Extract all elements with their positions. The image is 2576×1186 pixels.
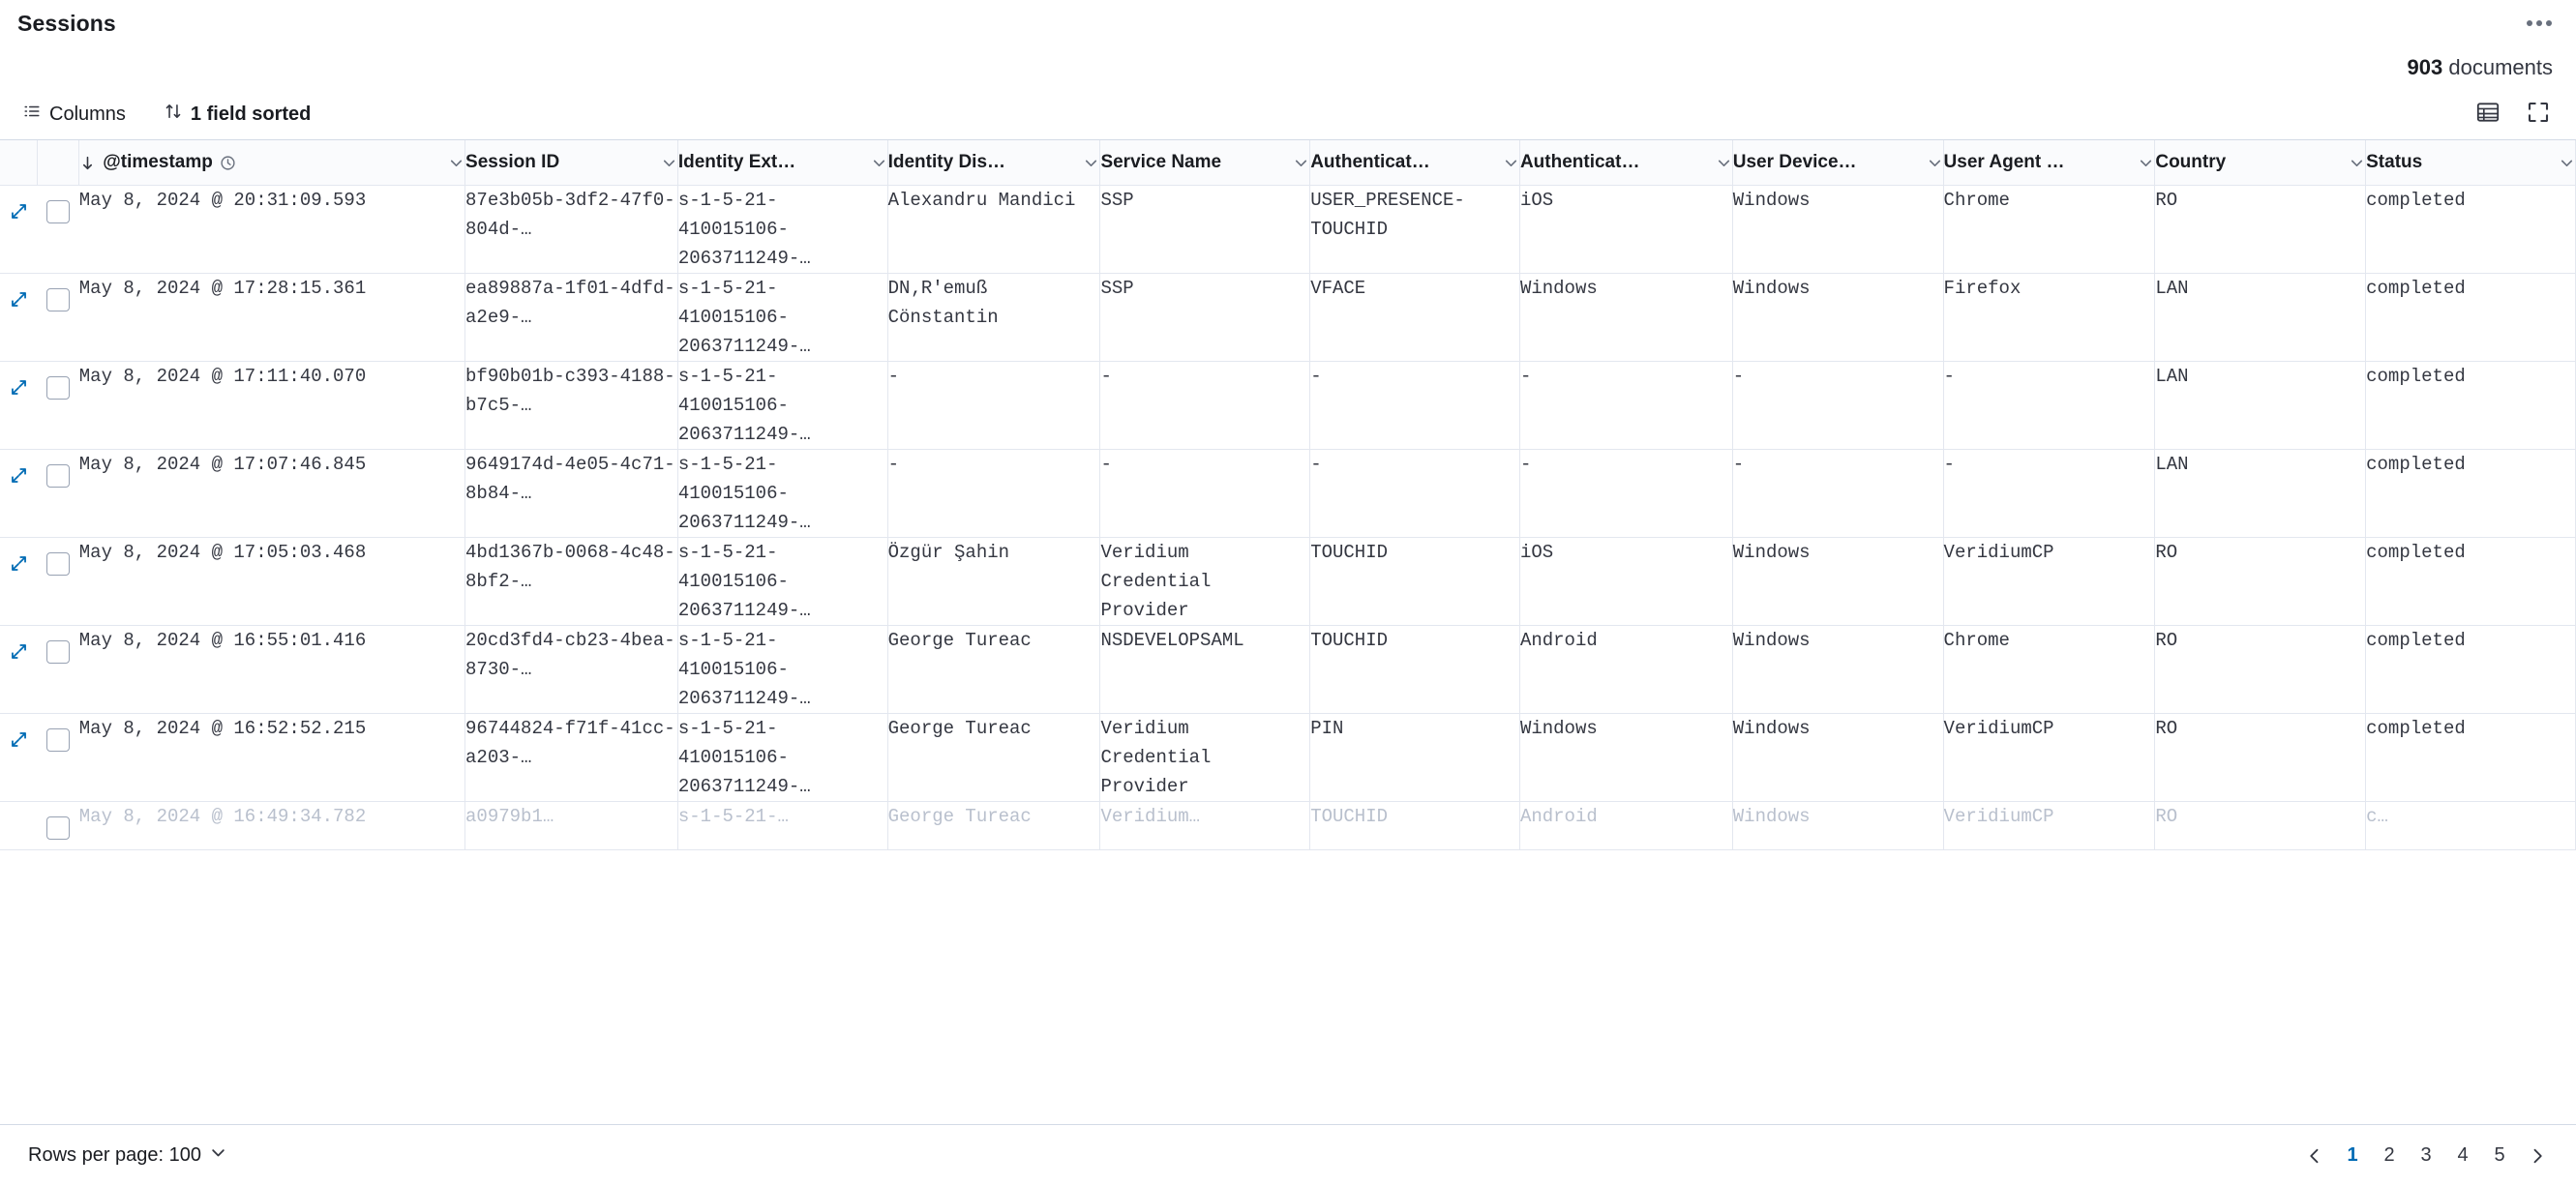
cell-user-agent: Chrome [1943, 186, 2155, 274]
cell-service-name: Veridium Credential Provider [1100, 538, 1310, 626]
cell-session-id: 20cd3fd4-cb23-4bea-8730-… [465, 626, 678, 714]
rows-per-page-label: Rows per page: 100 [28, 1144, 202, 1166]
chevron-left-icon [2305, 1146, 2324, 1166]
expand-row-cell[interactable] [0, 714, 38, 802]
table-density-icon [2476, 101, 2500, 129]
column-header-authentication-device[interactable] [1519, 140, 1732, 186]
cell-service-name: SSP [1100, 274, 1310, 362]
toolbar-right-actions [2471, 98, 2555, 131]
chevron-down-icon[interactable] [1716, 155, 1732, 171]
expand-row-icon[interactable] [6, 286, 31, 311]
cell-status: completed [2366, 274, 2576, 362]
expand-row-icon[interactable] [6, 374, 31, 400]
cell-identity-external-id: s-1-5-21-410015106-2063711249-… [677, 186, 887, 274]
cell-user-agent: Firefox [1943, 274, 2155, 362]
chevron-down-icon[interactable] [448, 155, 464, 171]
cell-status: c… [2366, 802, 2576, 850]
expand-row-icon[interactable] [6, 726, 31, 752]
cell-timestamp: May 8, 2024 @ 17:07:46.845 [79, 450, 465, 538]
select-row-cell[interactable] [38, 626, 79, 714]
grid-toolbar [0, 89, 2576, 139]
cell-country: LAN [2155, 274, 2366, 362]
column-header-service-name[interactable] [1100, 140, 1310, 186]
chevron-down-icon[interactable] [2138, 155, 2154, 171]
row-checkbox[interactable] [46, 200, 70, 223]
chevron-down-icon [209, 1143, 227, 1168]
cell-user-device: Windows [1732, 186, 1943, 274]
cell-identity-external-id: s-1-5-21-410015106-2063711249-… [677, 450, 887, 538]
cell-service-name: - [1100, 362, 1310, 450]
row-checkbox[interactable] [46, 728, 70, 752]
column-header-label: Country [2155, 152, 2227, 172]
cell-authentication-device: iOS [1519, 538, 1732, 626]
cell-timestamp: May 8, 2024 @ 16:55:01.416 [79, 626, 465, 714]
cell-status: completed [2366, 626, 2576, 714]
select-row-cell[interactable] [38, 274, 79, 362]
select-row-cell[interactable] [38, 802, 79, 850]
row-checkbox[interactable] [46, 288, 70, 311]
cell-authentication-method: USER_PRESENCE-TOUCHID [1310, 186, 1520, 274]
cell-user-agent: Chrome [1943, 626, 2155, 714]
sort-button[interactable] [159, 99, 316, 130]
cell-country: RO [2155, 626, 2366, 714]
cell-identity-external-id: s-1-5-21-410015106-2063711249-… [677, 274, 887, 362]
cell-country: RO [2155, 714, 2366, 802]
table-row[interactable] [0, 714, 2576, 802]
header-expand-cell [0, 140, 38, 186]
cell-identity-display-name: - [887, 450, 1100, 538]
chevron-down-icon[interactable] [1293, 155, 1309, 171]
page-button-5[interactable]: 5 [2494, 1144, 2505, 1166]
chevron-down-icon[interactable] [2349, 155, 2365, 171]
cell-session-id: a0979b1… [465, 802, 678, 850]
cell-user-agent: VeridiumCP [1943, 538, 2155, 626]
cell-user-device: Windows [1732, 714, 1943, 802]
cell-session-id: ea89887a-1f01-4dfd-a2e9-… [465, 274, 678, 362]
panel-header [0, 0, 2576, 46]
cell-identity-display-name: DN‚R'emuß Cönstantin [887, 274, 1100, 362]
expand-row-cell[interactable] [0, 362, 38, 450]
chevron-down-icon[interactable] [1083, 155, 1099, 171]
column-header-label: Identity Dis… [887, 152, 1006, 172]
cell-authentication-device: Android [1519, 626, 1732, 714]
cell-identity-display-name: George Tureac [887, 714, 1100, 802]
chevron-down-icon[interactable] [661, 155, 677, 171]
column-header-label: User Agent … [1943, 152, 2065, 172]
cell-user-agent: - [1943, 362, 2155, 450]
cell-timestamp: May 8, 2024 @ 16:52:52.215 [79, 714, 465, 802]
document-count-label: documents [2442, 55, 2553, 79]
sort-label: 1 field sorted [190, 103, 312, 125]
cell-session-id: 4bd1367b-0068-4c48-8bf2-… [465, 538, 678, 626]
cell-country: LAN [2155, 450, 2366, 538]
table-row[interactable] [0, 186, 2576, 274]
column-header-label: Status [2366, 152, 2423, 172]
chevron-down-icon[interactable] [1503, 155, 1519, 171]
cell-authentication-device: - [1519, 362, 1732, 450]
grid-footer [0, 1124, 2576, 1186]
page-title: Sessions [17, 10, 116, 36]
table-row[interactable] [0, 274, 2576, 362]
column-header-user-agent[interactable] [1943, 140, 2155, 186]
cell-user-device: Windows [1732, 626, 1943, 714]
column-header-country[interactable] [2155, 140, 2366, 186]
select-row-cell[interactable] [38, 714, 79, 802]
expand-row-icon[interactable] [6, 550, 31, 576]
column-header-label: Session ID [465, 152, 560, 172]
document-count [2408, 55, 2553, 80]
cell-identity-external-id: s-1-5-21-… [677, 802, 887, 850]
column-header-label: Service Name [1100, 152, 1222, 172]
cell-service-name: NSDEVELOPSAML [1100, 626, 1310, 714]
expand-row-cell[interactable] [0, 802, 38, 850]
cell-identity-external-id: s-1-5-21-410015106-2063711249-… [677, 538, 887, 626]
chevron-down-icon[interactable] [2559, 155, 2575, 171]
cell-authentication-device: Android [1519, 802, 1732, 850]
cell-authentication-method: VFACE [1310, 274, 1520, 362]
row-checkbox[interactable] [46, 640, 70, 664]
sessions-table [0, 140, 2576, 850]
cell-country: RO [2155, 538, 2366, 626]
row-checkbox[interactable] [46, 376, 70, 400]
cell-status: completed [2366, 450, 2576, 538]
select-row-cell[interactable] [38, 450, 79, 538]
cell-country: LAN [2155, 362, 2366, 450]
chevron-down-icon[interactable] [1927, 155, 1943, 171]
cell-timestamp: May 8, 2024 @ 20:31:09.593 [79, 186, 465, 274]
clock-icon [220, 155, 236, 171]
column-header-authentication-method[interactable] [1310, 140, 1520, 186]
cell-service-name: - [1100, 450, 1310, 538]
cell-authentication-device: - [1519, 450, 1732, 538]
expand-row-cell[interactable] [0, 538, 38, 626]
cell-country: RO [2155, 802, 2366, 850]
sort-ascending-icon [79, 155, 96, 171]
cell-service-name: Veridium Credential Provider [1100, 714, 1310, 802]
row-checkbox[interactable] [46, 816, 70, 840]
cell-user-agent: VeridiumCP [1943, 802, 2155, 850]
cell-user-device: Windows [1732, 538, 1943, 626]
previous-page-button[interactable] [2297, 1140, 2332, 1172]
table-row[interactable] [0, 538, 2576, 626]
cell-identity-display-name: George Tureac [887, 626, 1100, 714]
cell-identity-display-name: Özgür Şahin [887, 538, 1100, 626]
expand-row-cell[interactable] [0, 274, 38, 362]
cell-service-name: Veridium… [1100, 802, 1310, 850]
table-row[interactable] [0, 802, 2576, 850]
cell-identity-display-name: - [887, 362, 1100, 450]
table-row[interactable] [0, 362, 2576, 450]
cell-session-id: 87e3b05b-3df2-47f0-804d-… [465, 186, 678, 274]
list-icon [23, 103, 41, 126]
columns-button[interactable] [17, 99, 132, 130]
page-button-3[interactable]: 3 [2420, 1144, 2432, 1166]
row-checkbox[interactable] [46, 464, 70, 488]
cell-authentication-device: iOS [1519, 186, 1732, 274]
columns-label: Columns [49, 103, 126, 125]
column-header-label: @timestamp [103, 152, 213, 172]
cell-authentication-method: TOUCHID [1310, 538, 1520, 626]
cell-timestamp: May 8, 2024 @ 17:11:40.070 [79, 362, 465, 450]
header-select-cell [38, 140, 79, 186]
cell-timestamp: May 8, 2024 @ 16:49:34.782 [79, 802, 465, 850]
chevron-right-icon [2528, 1146, 2547, 1166]
cell-user-device: Windows [1732, 802, 1943, 850]
cell-user-agent: VeridiumCP [1943, 714, 2155, 802]
cell-timestamp: May 8, 2024 @ 17:05:03.468 [79, 538, 465, 626]
select-row-cell[interactable] [38, 538, 79, 626]
cell-session-id: bf90b01b-c393-4188-b7c5-… [465, 362, 678, 450]
column-header-label: Authenticat… [1519, 152, 1640, 172]
expand-row-cell[interactable] [0, 626, 38, 714]
column-header-status[interactable] [2366, 140, 2576, 186]
density-button[interactable] [2471, 98, 2504, 131]
cell-timestamp: May 8, 2024 @ 17:28:15.361 [79, 274, 465, 362]
fullscreen-button[interactable] [2522, 98, 2555, 131]
table-body [0, 186, 2576, 850]
select-row-cell[interactable] [38, 362, 79, 450]
rows-per-page-button[interactable] [21, 1139, 234, 1172]
page-button-2[interactable]: 2 [2383, 1144, 2395, 1166]
cell-status: completed [2366, 714, 2576, 802]
expand-row-icon[interactable] [6, 462, 31, 488]
column-header-label: User Device… [1732, 152, 1857, 172]
cell-service-name: SSP [1100, 186, 1310, 274]
table-row[interactable] [0, 626, 2576, 714]
document-count-value: 903 [2407, 55, 2443, 79]
select-row-cell[interactable] [38, 186, 79, 274]
expand-row-cell[interactable] [0, 450, 38, 538]
cell-status: completed [2366, 186, 2576, 274]
cell-identity-display-name: Alexandru Mandici [887, 186, 1100, 274]
cell-authentication-method: TOUCHID [1310, 802, 1520, 850]
page-button-1[interactable]: 1 [2347, 1144, 2358, 1166]
panel-menu-button[interactable] [2520, 7, 2559, 40]
expand-row-icon[interactable] [6, 198, 31, 223]
pagination [2297, 1140, 2555, 1172]
fullscreen-icon [2527, 101, 2550, 129]
cell-authentication-method: - [1310, 450, 1520, 538]
cell-country: RO [2155, 186, 2366, 274]
row-checkbox[interactable] [46, 552, 70, 576]
column-header-user-device[interactable] [1732, 140, 1943, 186]
cell-authentication-device: Windows [1519, 274, 1732, 362]
cell-identity-external-id: s-1-5-21-410015106-2063711249-… [677, 714, 887, 802]
document-count-row [0, 46, 2576, 89]
table-header [0, 140, 2576, 186]
cell-status: completed [2366, 538, 2576, 626]
expand-row-cell[interactable] [0, 186, 38, 274]
cell-authentication-method: PIN [1310, 714, 1520, 802]
column-header-session-id[interactable] [465, 140, 678, 186]
sort-icon [165, 103, 182, 126]
column-header-label: Identity Ext… [677, 152, 796, 172]
cell-user-agent: - [1943, 450, 2155, 538]
header-row [0, 140, 2576, 186]
column-header-timestamp[interactable] [79, 140, 465, 186]
chevron-down-icon[interactable] [871, 155, 887, 171]
cell-user-device: - [1732, 362, 1943, 450]
cell-session-id: 96744824-f71f-41cc-a203-… [465, 714, 678, 802]
column-header-identity-external-id[interactable] [677, 140, 887, 186]
cell-user-device: - [1732, 450, 1943, 538]
cell-identity-external-id: s-1-5-21-410015106-2063711249-… [677, 626, 887, 714]
cell-authentication-device: Windows [1519, 714, 1732, 802]
page-button-4[interactable]: 4 [2457, 1144, 2469, 1166]
kebab-horizontal-icon [2527, 20, 2552, 26]
column-header-label: Authenticat… [1310, 152, 1430, 172]
column-header-identity-display-name[interactable] [887, 140, 1100, 186]
expand-row-icon[interactable] [6, 638, 31, 664]
cell-authentication-method: TOUCHID [1310, 626, 1520, 714]
cell-user-device: Windows [1732, 274, 1943, 362]
cell-authentication-method: - [1310, 362, 1520, 450]
next-page-button[interactable] [2520, 1140, 2555, 1172]
cell-identity-display-name: George Tureac [887, 802, 1100, 850]
cell-identity-external-id: s-1-5-21-410015106-2063711249-… [677, 362, 887, 450]
table-row[interactable] [0, 450, 2576, 538]
cell-session-id: 9649174d-4e05-4c71-8b84-… [465, 450, 678, 538]
data-grid [0, 139, 2576, 1124]
cell-status: completed [2366, 362, 2576, 450]
